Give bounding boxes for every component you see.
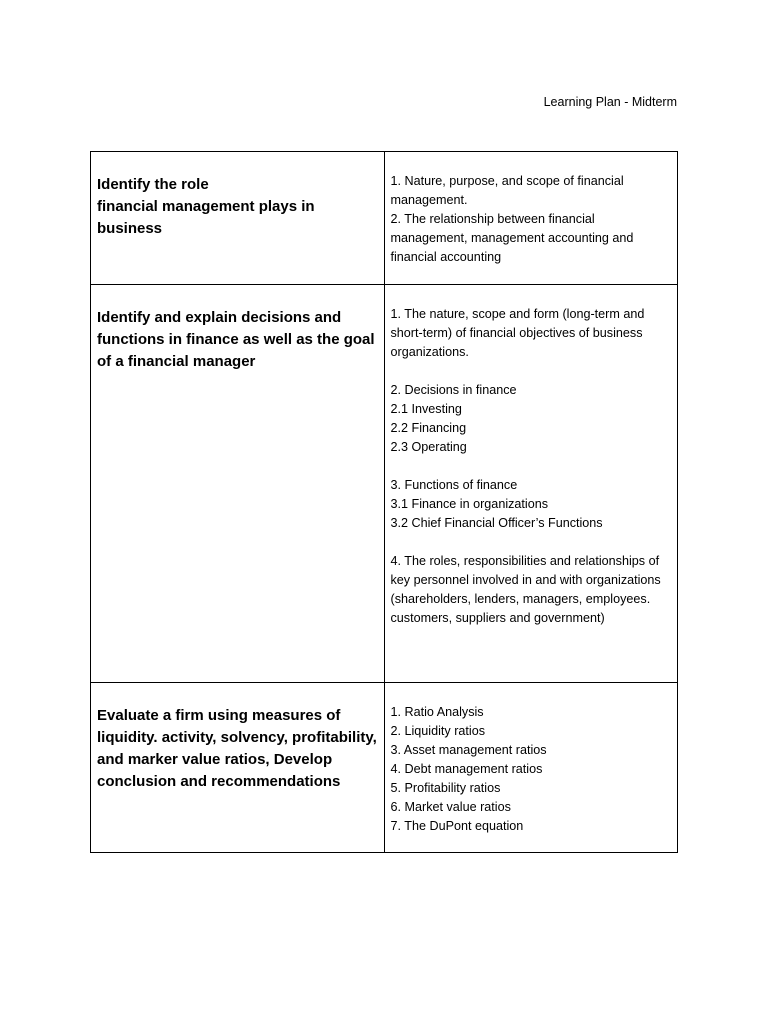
topic-list <box>385 285 678 628</box>
topic-list <box>385 152 678 267</box>
objective-cell <box>91 285 385 683</box>
topic-item: 3.2 Chief Financial Officer’s Functions <box>390 516 603 530</box>
topic-spacer <box>391 457 672 476</box>
topics-cell <box>384 152 678 285</box>
topics-cell <box>384 683 678 853</box>
topic-spacer <box>391 362 672 381</box>
objective-line: financial management plays in business <box>97 198 315 237</box>
topic-list <box>385 683 678 836</box>
topic-item: 5. Profitability ratios <box>390 781 501 795</box>
topic-item: 2. The relationship between financial management, management accounting and financial accounting <box>390 212 637 264</box>
topic-item: 3. Functions of finance <box>390 478 518 492</box>
topic-item: 2. Decisions in finance <box>390 383 517 397</box>
topic-item: 7. The DuPont equation <box>390 819 524 833</box>
topic-item: 3.1 Finance in organizations <box>390 497 549 511</box>
topic-item: 2.1 Investing <box>390 402 462 416</box>
topic-item: 2. Liquidity ratios <box>390 724 486 738</box>
document-header-title: Learning Plan - Midterm <box>543 95 677 109</box>
learning-plan-table <box>90 151 678 853</box>
topic-item: 1. Nature, purpose, and scope of financial management. <box>390 174 628 207</box>
learning-objective <box>91 152 384 240</box>
topic-item: 3. Asset management ratios <box>390 743 547 757</box>
topics-cell <box>384 285 678 683</box>
topic-item: 2.2 Financing <box>390 421 467 435</box>
topic-item: 4. The roles, responsibilities and relationships of key personnel involved in and with organizations (shareholders, lenders, managers, employees. customers, suppliers and government) <box>390 554 665 625</box>
table-row <box>91 683 678 853</box>
topic-item: 2.3 Operating <box>390 440 467 454</box>
learning-objective: Identify and explain decisions and functions in finance as well as the goal of a financial manager <box>97 309 375 370</box>
objective-line: Identify the role <box>97 176 209 193</box>
topic-item: 1. Ratio Analysis <box>390 705 484 719</box>
table-row <box>91 285 678 683</box>
topic-spacer <box>391 533 672 552</box>
learning-objective: Evaluate a firm using measures of liquidity. activity, solvency, profitability, and marker value ratios, Develop conclusion and recommendations <box>97 707 377 790</box>
table-row <box>91 152 678 285</box>
topic-item: 1. The nature, scope and form (long-term and short-term) of financial objectives of business organizations. <box>390 307 648 359</box>
topic-item: 4. Debt management ratios <box>390 762 543 776</box>
topic-item: 6. Market value ratios <box>390 800 511 814</box>
objective-cell <box>91 683 385 853</box>
objective-cell <box>91 152 385 285</box>
